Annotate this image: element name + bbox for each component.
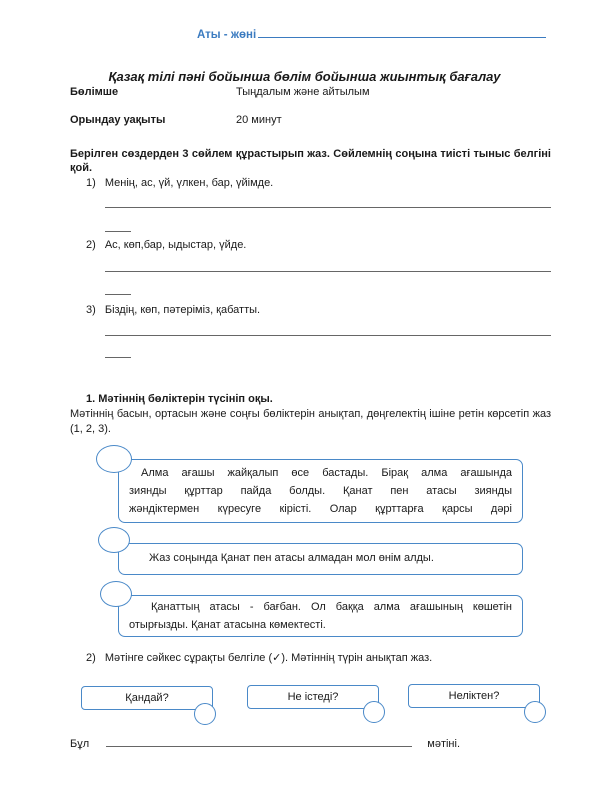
item-text: Менің, ас, үй, үлкен, бар, үйімде. <box>104 177 274 189</box>
item-text: Ас, көп,бар, ыдыстар, үйде. <box>104 239 247 251</box>
text-part-box-1 <box>118 459 523 523</box>
part-line: отырғызды. Қанат атасына көмектесті. <box>129 619 326 631</box>
answer-line-1b[interactable] <box>105 231 131 232</box>
task3-question <box>86 651 432 664</box>
text-part-box-3 <box>118 595 523 637</box>
answer-line-3b[interactable] <box>105 357 131 358</box>
item-number: 2) <box>86 652 96 664</box>
check-circle-3[interactable] <box>524 701 546 723</box>
name-input-line[interactable] <box>258 27 546 38</box>
section-value: Тыңдалым және айтылым <box>236 86 370 98</box>
answer-line-2a[interactable] <box>105 271 551 272</box>
name-field-row <box>197 27 546 41</box>
answer-line-2b[interactable] <box>105 294 131 295</box>
part-line: жәндіктермен күресуге кірісті. Олар құрттарға қарсы дәрі <box>129 503 512 515</box>
section-label: Бөлімше <box>70 86 119 98</box>
answer-line-1a[interactable] <box>105 207 551 208</box>
order-circle-2[interactable] <box>98 527 130 553</box>
item-text: Біздің, көп, пәтеріміз, қабатты. <box>104 304 261 316</box>
time-value: 20 минут <box>236 114 282 126</box>
item-number: 1) <box>86 177 96 189</box>
text-part-box-2 <box>118 543 523 575</box>
page-title: Қазақ тілі пәні бойынша бөлім бойынша жиынтық бағалау <box>108 69 501 84</box>
time-label: Орындау уақыты <box>70 114 166 126</box>
task1-item-3 <box>86 304 260 316</box>
name-label: Аты - жөні <box>197 29 257 41</box>
text-type-answer-line[interactable] <box>106 736 412 747</box>
option-box-1 <box>81 686 213 710</box>
option-box-2 <box>247 685 379 709</box>
item-number: 3) <box>86 304 96 316</box>
order-circle-3[interactable] <box>100 581 132 607</box>
task3-instruction: Мәтінге сәйкес сұрақты белгіле (✓). Мәтіннің түрін анықтап жаз. <box>104 652 433 664</box>
option-label: Қандай? <box>125 692 169 704</box>
part-line: Жаз соңында Қанат пен атасы алмадан мол өнім алды. <box>149 552 434 564</box>
answer-prefix: Бұл <box>70 738 90 750</box>
part-line: Алма ағашы жайқалып өсе бастады. Бірақ алма ағашында <box>141 467 512 479</box>
check-circle-2[interactable] <box>363 701 385 723</box>
final-answer-row <box>70 736 460 750</box>
task1-item-2 <box>86 239 246 251</box>
answer-suffix: мәтіні. <box>427 738 461 750</box>
order-circle-1[interactable] <box>96 445 132 473</box>
option-label: Не істеді? <box>287 691 339 703</box>
task2-instruction: Мәтіннің басын, ортасын және соңғы бөліктерін анықтап, дөңгелектің ішіне ретін көрсетіп жаз (1, 2, 3). <box>70 408 551 435</box>
task1-item-1 <box>86 177 273 189</box>
check-circle-1[interactable] <box>194 703 216 725</box>
option-box-3 <box>408 684 540 708</box>
option-label: Неліктен? <box>448 690 500 702</box>
task2-title: 1. Мәтіннің бөліктерін түсініп оқы. <box>86 393 273 405</box>
answer-line-3a[interactable] <box>105 335 551 336</box>
part-line: зиянды құрттар пайда болды. Қанат пен атасы зиянды <box>129 485 512 497</box>
task1-instruction: Берілген сөздерден 3 сөйлем құрастырып жаз. Сөйлемнің соңына тиісті тыныс белгіні қой. <box>70 148 551 174</box>
part-line: Қанаттың атасы - бағбан. Ол баққа алма ағашының көшетін <box>151 601 512 613</box>
item-number: 2) <box>86 239 96 251</box>
